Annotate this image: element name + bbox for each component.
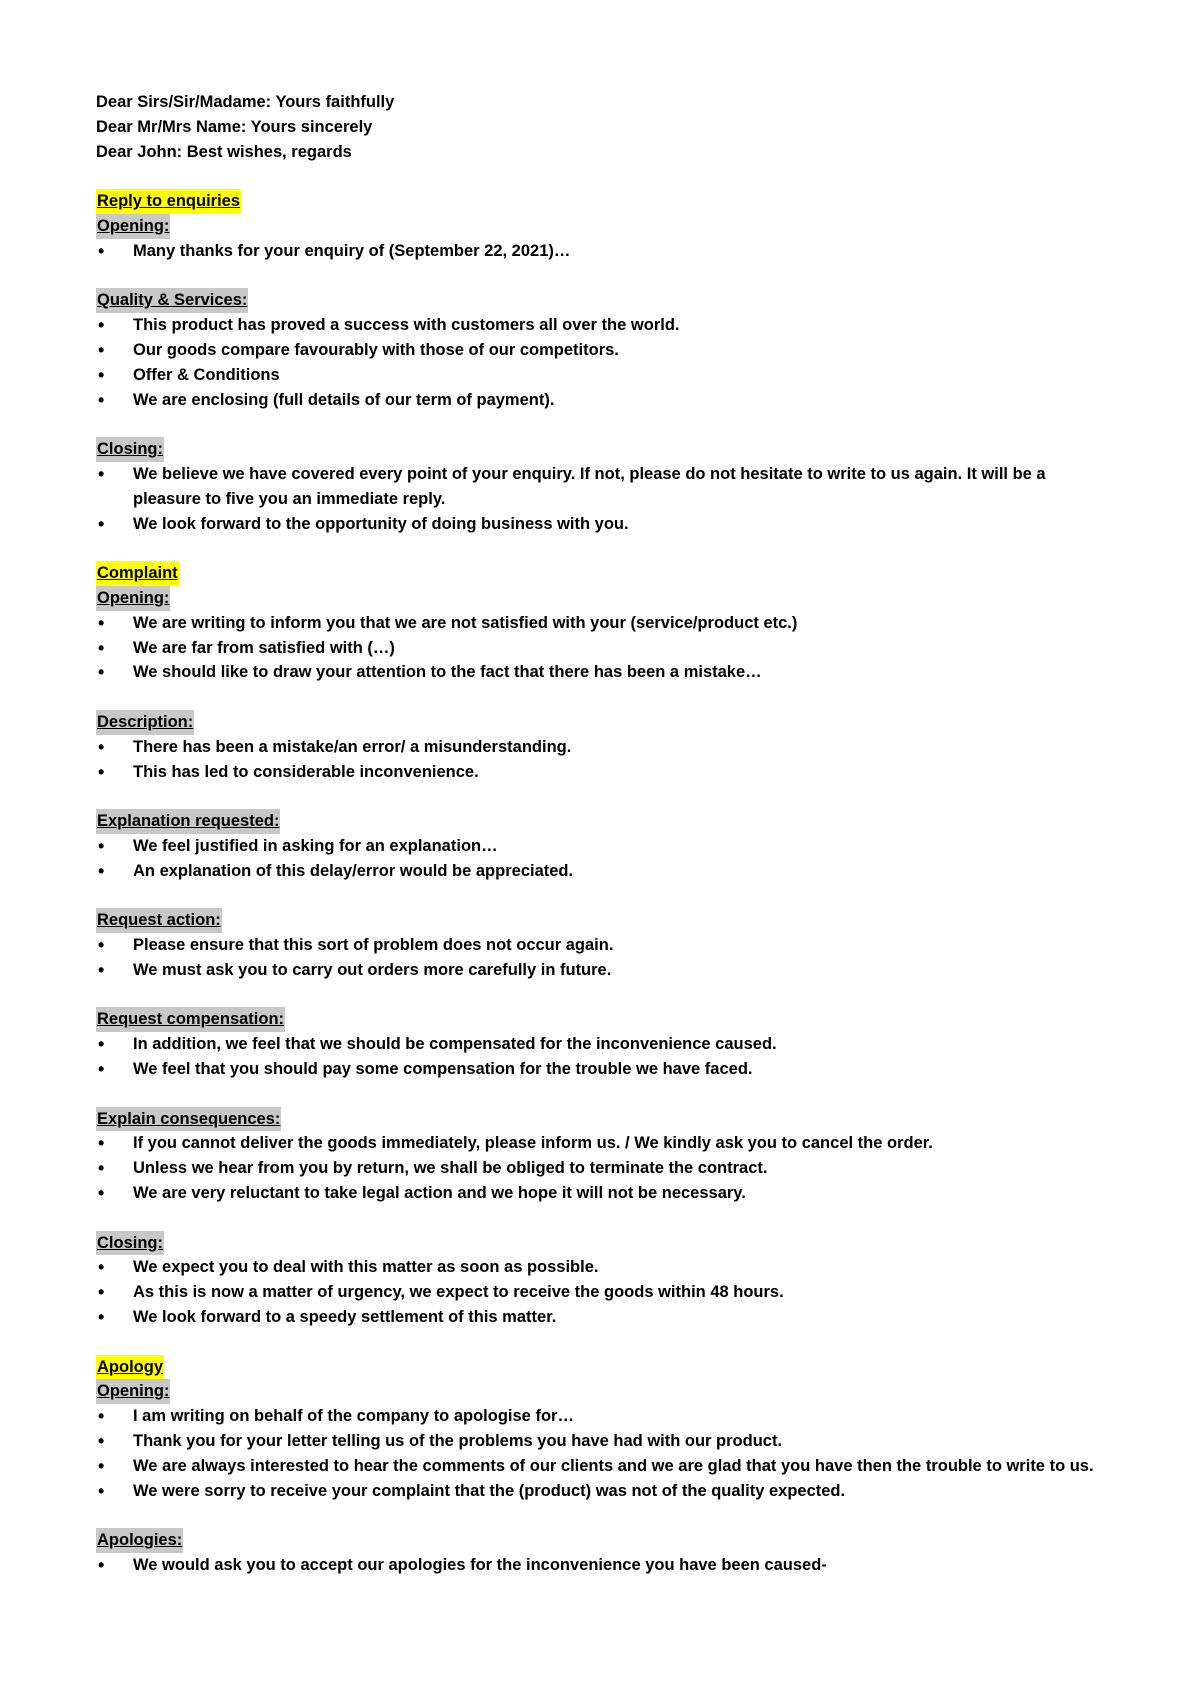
bullet-list xyxy=(96,933,1106,983)
salutations-block xyxy=(96,90,1106,164)
list-item: • Please ensure that this sort of problem does not occur again. xyxy=(96,933,1106,958)
list-item: • As this is now a matter of urgency, we expect to receive the goods within 48 hours. xyxy=(96,1280,1106,1305)
list-item: • This product has proved a success with customers all over the world. xyxy=(96,313,1106,338)
subheading: Explanation requested: xyxy=(96,809,280,834)
bullet-list xyxy=(96,1032,1106,1082)
blank-line xyxy=(96,1330,1106,1355)
blank-line xyxy=(96,784,1106,809)
blank-line xyxy=(96,884,1106,909)
blank-line xyxy=(96,536,1106,561)
blank-line xyxy=(96,685,1106,710)
section-title-line xyxy=(96,189,1106,214)
subheading: Quality & Services: xyxy=(96,288,248,313)
bullet-list xyxy=(96,313,1106,412)
salutation-line: Dear Sirs/Sir/Madame: Yours faithfully xyxy=(96,93,395,111)
subheading-line xyxy=(96,586,1106,611)
subheading: Closing: xyxy=(96,1231,164,1256)
list-item: • An explanation of this delay/error would be appreciated. xyxy=(96,859,1106,884)
subheading-line xyxy=(96,1231,1106,1256)
list-item: • We are very reluctant to take legal action and we hope it will not be necessary. xyxy=(96,1181,1106,1206)
list-item: • This has led to considerable inconvenience. xyxy=(96,760,1106,785)
bullet-list xyxy=(96,1553,1106,1578)
list-item: • We must ask you to carry out orders more carefully in future. xyxy=(96,958,1106,983)
document-page xyxy=(96,90,1106,1578)
list-item: • Offer & Conditions xyxy=(96,363,1106,388)
list-item: • We are writing to inform you that we are not satisfied with your (service/product etc.) xyxy=(96,611,1106,636)
subheading-line xyxy=(96,908,1106,933)
subheading: Apologies: xyxy=(96,1528,183,1553)
list-item: • We are far from satisfied with (…) xyxy=(96,636,1106,661)
list-item: • Thank you for your letter telling us of the problems you have had with our product. xyxy=(96,1429,1106,1454)
bullet-list xyxy=(96,735,1106,785)
subheading: Opening: xyxy=(96,214,170,239)
blank-line xyxy=(96,1503,1106,1528)
list-item: • We look forward to the opportunity of doing business with you. xyxy=(96,512,1106,537)
bullet-list xyxy=(96,611,1106,685)
list-item: • We expect you to deal with this matter as soon as possible. xyxy=(96,1255,1106,1280)
subheading: Opening: xyxy=(96,586,170,611)
list-item: • We are enclosing (full details of our term of payment). xyxy=(96,388,1106,413)
subheading: Explain consequences: xyxy=(96,1107,281,1132)
section xyxy=(96,189,1106,536)
bullet-list xyxy=(96,1255,1106,1329)
subheading-line xyxy=(96,1107,1106,1132)
bullet-list xyxy=(96,834,1106,884)
list-item: • Our goods compare favourably with those of our competitors. xyxy=(96,338,1106,363)
list-item: • We feel that you should pay some compensation for the trouble we have faced. xyxy=(96,1057,1106,1082)
list-item: • We are always interested to hear the comments of our clients and we are glad that you have then the trouble to write to us. xyxy=(96,1454,1106,1479)
bullet-list xyxy=(96,1404,1106,1503)
blank-line xyxy=(96,164,1106,189)
subheading: Opening: xyxy=(96,1379,170,1404)
list-item: • If you cannot deliver the goods immediately, please inform us. / We kindly ask you to cancel the order. xyxy=(96,1131,1106,1156)
blank-line xyxy=(96,412,1106,437)
section-title-line xyxy=(96,561,1106,586)
salutation-line: Dear Mr/Mrs Name: Yours sincerely xyxy=(96,117,373,136)
list-item: • We should like to draw your attention to the fact that there has been a mistake… xyxy=(96,660,1106,685)
section-title-line xyxy=(96,1355,1106,1380)
salutation-line: Dear John: Best wishes, regards xyxy=(96,142,352,161)
list-item: • In addition, we feel that we should be compensated for the inconvenience caused. xyxy=(96,1032,1106,1057)
list-item: • There has been a mistake/an error/ a misunderstanding. xyxy=(96,735,1106,760)
section xyxy=(96,1355,1106,1578)
bullet-list xyxy=(96,239,1106,264)
subheading-line xyxy=(96,1007,1106,1032)
blank-line xyxy=(96,983,1106,1008)
list-item: • We were sorry to receive your complaint that the (product) was not of the quality expected. xyxy=(96,1479,1106,1504)
bullet-list xyxy=(96,462,1106,536)
list-item: • We believe we have covered every point of your enquiry. If not, please do not hesitate to write to us again. It will be a pleasure to five you an immediate reply. xyxy=(96,462,1106,512)
section-title: Complaint xyxy=(96,561,179,586)
list-item: • We would ask you to accept our apologies for the inconvenience you have been caused- xyxy=(96,1553,1106,1578)
list-item: • Many thanks for your enquiry of (September 22, 2021)… xyxy=(96,239,1106,264)
sections-container xyxy=(96,164,1106,1577)
subheading-line xyxy=(96,1528,1106,1553)
blank-line xyxy=(96,1206,1106,1231)
subheading-line xyxy=(96,288,1106,313)
subheading-line xyxy=(96,710,1106,735)
section xyxy=(96,561,1106,1330)
subheading-line xyxy=(96,1379,1106,1404)
list-item: • We feel justified in asking for an explanation… xyxy=(96,834,1106,859)
section-title: Reply to enquiries xyxy=(96,189,241,214)
subheading: Request compensation: xyxy=(96,1007,285,1032)
list-item: • We look forward to a speedy settlement of this matter. xyxy=(96,1305,1106,1330)
subheading-line xyxy=(96,214,1106,239)
list-item: • I am writing on behalf of the company to apologise for… xyxy=(96,1404,1106,1429)
subheading: Request action: xyxy=(96,908,222,933)
list-item: • Unless we hear from you by return, we shall be obliged to terminate the contract. xyxy=(96,1156,1106,1181)
bullet-list xyxy=(96,1131,1106,1205)
subheading: Closing: xyxy=(96,437,164,462)
blank-line xyxy=(96,264,1106,289)
subheading-line xyxy=(96,809,1106,834)
section-title: Apology xyxy=(96,1355,164,1380)
blank-line xyxy=(96,1082,1106,1107)
subheading: Description: xyxy=(96,710,194,735)
subheading-line xyxy=(96,437,1106,462)
